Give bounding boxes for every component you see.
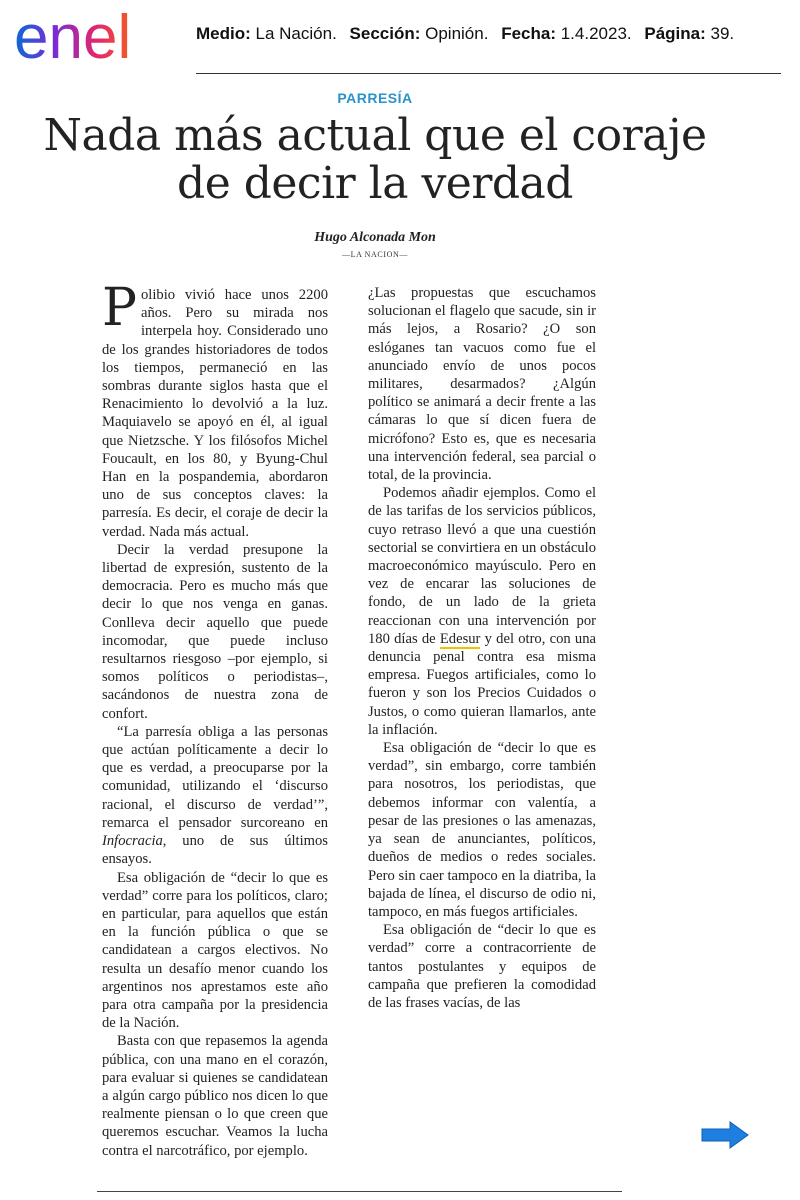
logo-text: enel	[14, 4, 132, 68]
section-label: PARRESÍA	[337, 90, 413, 106]
pagina-value: 39.	[710, 24, 735, 43]
paragraph: Esa obligación de “decir lo que es verdad”, sin embargo, corre también para nosotros, los periodistas, que debemos informar con valentía, a pesar de las presiones o las amenazas, ya sean de anunciantes, políticos, dueños de medios o redes sociales. Pero sin caer tampoco en la diatriba, la bajada de línea, el discurso de odio ni, tampoco, en más fuegos artificiales.	[368, 740, 596, 920]
page-header	[0, 0, 800, 76]
header-divider	[196, 73, 781, 74]
paragraph: Esa obligación de “decir lo que es verdad” corre para los políticos, claro; en particular, para aquellos que están en la función pública o que se candidatean a cargos electivos. No resulta un desafío menor cuando los argentinos nos aprestamos este año para otra campaña por la presidencia de la Nación.	[102, 869, 328, 1032]
paragraph: Polibio vivió hace unos 2200 años. Pero su mirada nos interpela hoy. Considerado uno de los grandes historiadores de todos los tiempos, permaneció en las sombras durante siglos hasta que el Renacimiento lo devolvió a la luz. Maquiavelo se apoyó en él, al igual que Nietzsche. Y los filósofos Michel Foucault, en los 80, y Byung-Chul Han en la pospandemia, abordaron uno de sus conceptos claves: la parresía. Es decir, el coraje de decir la verdad. Nada más actual.	[102, 278, 328, 540]
paragraph: Esa obligación de “decir lo que es verdad” corre a contracorriente de tantos postulantes y equipos de campaña que prefieren la comodidad de las frases vacías, de las	[368, 922, 596, 1011]
medio-label: Medio:	[196, 24, 251, 43]
highlighted-term: Edesur	[439, 630, 481, 647]
seccion-value: Opinión.	[425, 24, 489, 43]
enel-logo	[14, 4, 184, 68]
paragraph: Podemos añadir ejemplos. Como el de las tarifas de los servicios públicos, cuyo retraso llevó a que una cuestión sectorial se convirtiera en un obstáculo macroeconómico mayúsculo. Pero en vez de encarar las soluciones de fondo, de un lado de la grieta reaccionan con una intervención por 180 días de Edesur y del otro, con una denuncia penal contra esa misma empresa. Fuegos artificiales, como lo fueron y son los Precios Cuidados o Justos, o como quieran llamarlos, ante la inflación.	[368, 485, 596, 738]
medio-value: La Nación.	[255, 24, 337, 43]
book-title: Infocracia	[102, 833, 163, 850]
article-headline: Nada más actual que el coraje de decir la verdad	[43, 110, 707, 209]
article-outlet: —LA NACION—	[342, 250, 408, 259]
next-arrow-icon[interactable]	[700, 1120, 750, 1150]
paragraph: “La parresía obliga a las personas que actúan políticamente a decir lo que es verdad, a preocuparse por la comunidad, utilizando el ‘discurso racional, el discurso de verdad’”, remarca el pensador surcoreano en Infocracia, uno de sus últimos ensayos.	[102, 723, 328, 868]
seccion-label: Sección:	[349, 24, 421, 43]
document-metadata	[196, 24, 734, 44]
paragraph: Decir la verdad presupone la libertad de expresión, sustento de la democracia. Pero es mucho más que decir lo que nos venga en ganas. Conlleva decir aquello que puede incomodar, que puede incluso resultarnos riesgoso –por ejemplo, si somos políticos o periodistas–, sacándonos de nuestra zona de confort.	[102, 541, 328, 722]
article-byline: Hugo Alconada Mon	[314, 230, 436, 245]
pagina-label: Página:	[644, 24, 706, 43]
article-column-1	[102, 278, 328, 1160]
article-column-2	[368, 284, 596, 1012]
paragraph: ¿Las propuestas que escuchamos solucionan el flagelo que sacude, sin ir más lejos, a Rosario? ¿O son eslóganes tan vacuos como fue el anunciado envío de unos pocos militares, desarmados? ¿Algún político se animará a decir frente a las cámaras lo que sí dicen fuera de micrófono? Esto es, que es necesaria una intervención federal, sea parcial o total, de la provincia.	[368, 285, 596, 484]
fecha-value: 1.4.2023.	[560, 24, 632, 43]
footer-divider	[97, 1191, 622, 1192]
drop-cap: P	[102, 278, 137, 338]
fecha-label: Fecha:	[501, 24, 556, 43]
paragraph: Basta con que repasemos la agenda pública, con una mano en el corazón, para evaluar si quienes se candidatean a algún cargo público nos dicen lo que realmente piensan o lo que creen que queremos escuchar. Veamos la lucha contra el narcotráfico, por ejemplo.	[102, 1033, 328, 1159]
